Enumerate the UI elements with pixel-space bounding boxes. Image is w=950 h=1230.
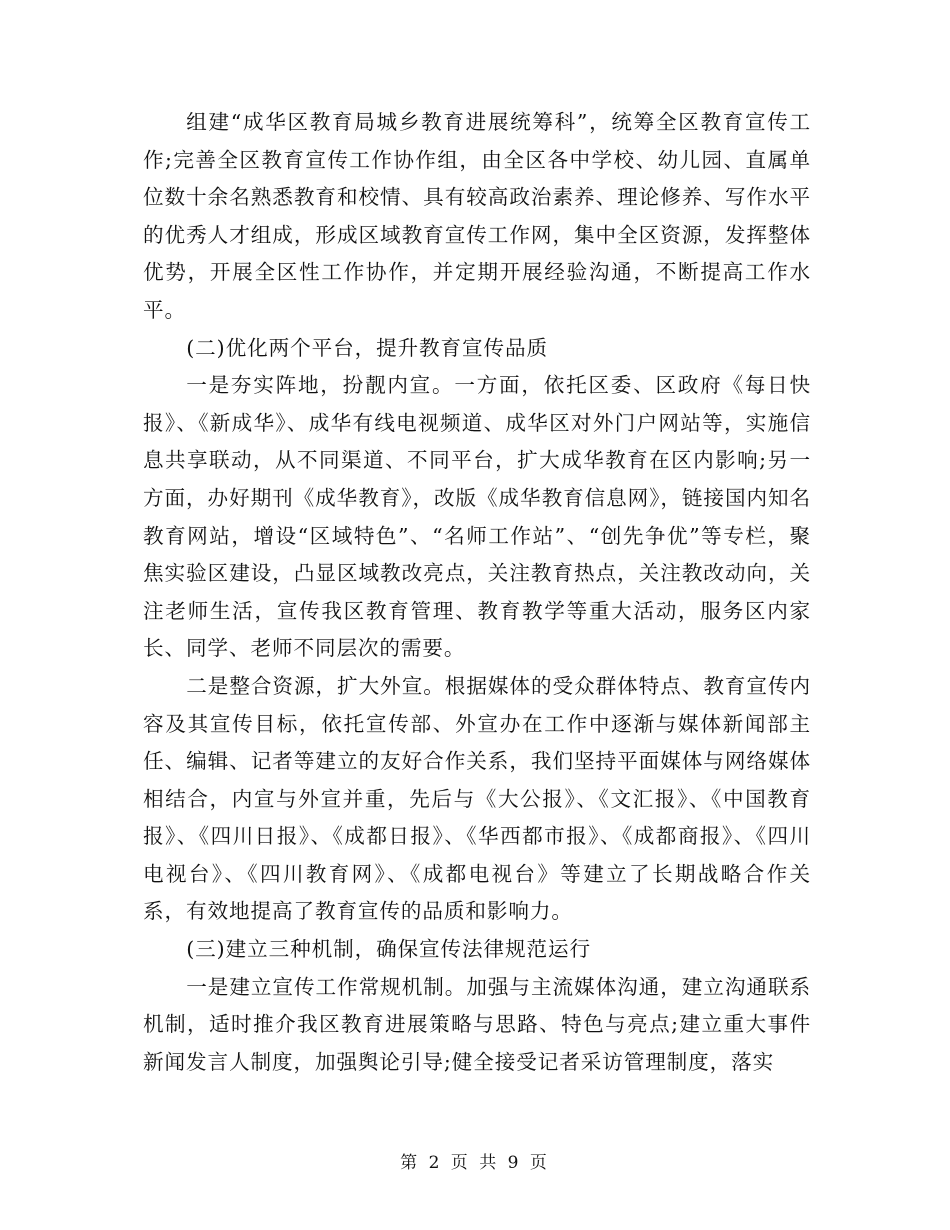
document-body [143, 104, 811, 1081]
paragraph-coordination-group: 组建“成华区教育局城乡教育进展统筹科”，统筹全区教育宣传工作;完善全区教育宣传工作协作组，由全区各中学校、幼儿园、直属单位数十余名熟悉教育和校情、具有较高政治素养、理论修养、写作水平的优秀人才组成，形成区域教育宣传工作网，集中全区资源，发挥整体优势，开展全区性工作协作，并定期开展经验沟通，不断提高工作水平。 [143, 110, 811, 322]
paragraph-internal-publicity: 一是夯实阵地，扮靓内宣。一方面，依托区委、区政府《每日快报》、《新成华》、成华有线电视频道、成华区对外门户网站等，实施信息共享联动，从不同渠道、不同平台，扩大成华教育在区内影响;另一方面，办好期刊《成华教育》，改版《成华教育信息网》，链接国内知名教育网站，增设“区域特色”、“名师工作站”、“创先争优”等专栏，聚焦实验区建设，凸显区域教改亮点，关注教育热点，关注教改动向，关注老师生活，宣传我区教育管理、教育教学等重大活动，服务区内家长、同学、老师不同层次的需要。 [143, 373, 811, 661]
page-number-footer: 第 2 页 共 9 页 [400, 1153, 550, 1173]
section-heading-two-platforms: (二)优化两个平台，提升教育宣传品质 [186, 335, 549, 360]
section-heading-three-mechanisms: (三)建立三种机制，确保宣传法律规范运行 [186, 937, 592, 962]
paragraph-routine-mechanism: 一是建立宣传工作常规机制。加强与主流媒体沟通，建立沟通联系机制，适时推介我区教育进展策略与思路、特色与亮点;建立重大事件新闻发言人制度，加强舆论引导;健全接受记者采访管理制度，落实 [143, 974, 811, 1074]
paragraph-external-publicity: 二是整合资源，扩大外宣。根据媒体的受众群体特点、教育宣传内容及其宣传目标，依托宣传部、外宣办在工作中逐渐与媒体新闻部主任、编辑、记者等建立的友好合作关系，我们坚持平面媒体与网络媒体相结合，内宣与外宣并重，先后与《大公报》、《文汇报》、《中国教育报》、《四川日报》、《成都日报》、《华西都市报》、《成都商报》、《四川电视台》、《四川教育网》、《成都电视台》等建立了长期战略合作关系，有效地提高了教育宣传的品质和影响力。 [143, 673, 811, 924]
